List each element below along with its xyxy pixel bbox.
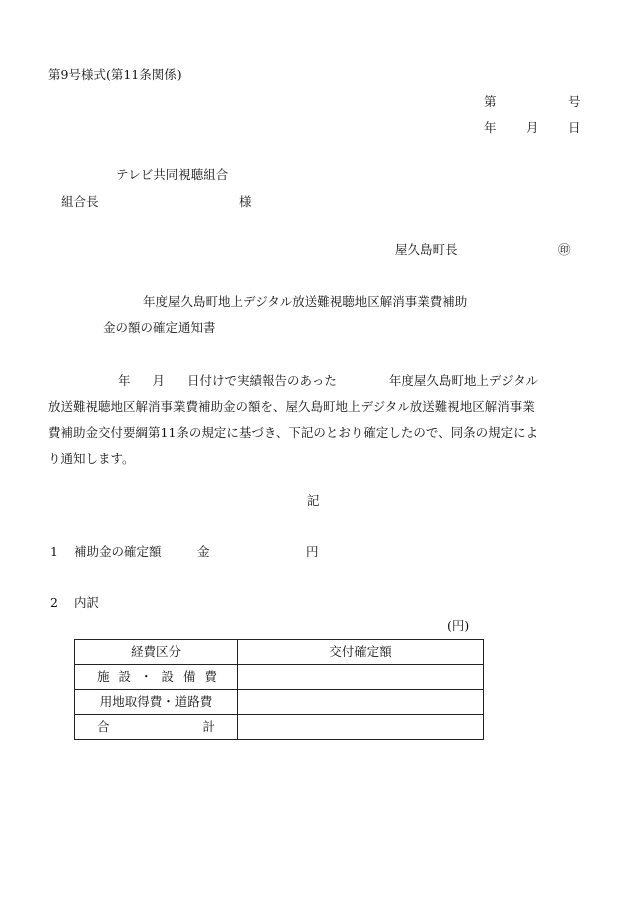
header-amount: 交付確定額 [238, 640, 484, 665]
amount-cell[interactable] [238, 665, 484, 690]
category-char: 計 [202, 718, 215, 734]
amount-cell[interactable] [238, 715, 484, 740]
body-year: 年 [118, 373, 131, 388]
body-month: 月 [152, 373, 166, 388]
category-char: 設 [118, 668, 131, 684]
body-line-4: り通知します。 [48, 451, 135, 466]
body-paragraph [48, 368, 582, 472]
doc-title-line2: 金の額の確定通知書 [103, 320, 216, 335]
date-year: 年 [484, 120, 497, 135]
item1-yen: 円 [306, 544, 319, 559]
sender-name: 屋久島町長 [395, 242, 458, 257]
breakdown-table [74, 639, 484, 740]
category-facilities [75, 665, 238, 690]
seal-mark: ㊞ [558, 242, 571, 257]
table-header-row [75, 640, 484, 665]
item2-label: 内訳 [74, 595, 100, 610]
recipient-title: 組合長 [61, 194, 99, 209]
category-char: 合 [97, 718, 110, 734]
header-category: 経費区分 [75, 640, 238, 665]
date-day: 日 [568, 120, 581, 135]
body-line-2: 放送難視聴地区解消事業費補助金の額を、屋久島町地上デジタル放送難視地区解消事業 [48, 399, 535, 414]
date-month: 月 [526, 120, 539, 135]
doc-title-line1: 年度屋久島町地上デジタル放送難視聴地区解消事業費補助 [143, 294, 468, 309]
body-mid: 日付けで実績報告のあった [187, 373, 337, 388]
category-total [75, 715, 238, 740]
doc-number-suffix: 号 [568, 94, 581, 109]
category-char: ・ [139, 668, 153, 684]
table-unit: (円) [447, 618, 470, 633]
doc-number-prefix: 第 [484, 94, 497, 109]
body-end: 年度屋久島町地上デジタル [388, 373, 539, 388]
form-id: 第9号様式(第11条関係) [48, 67, 182, 82]
recipient-org: テレビ共同視聴組合 [116, 167, 229, 182]
table-row [75, 665, 484, 690]
ki-marker: 記 [307, 493, 320, 508]
item1-kin: 金 [197, 544, 210, 559]
item1-number: 1 [50, 544, 58, 559]
category-char: 費 [204, 668, 217, 684]
category-char: 施 [97, 668, 110, 684]
item2-number: 2 [50, 595, 58, 610]
category-label: 用地取得費・道路費 [99, 693, 213, 709]
table-row [75, 690, 484, 715]
recipient-honorific: 様 [239, 194, 252, 209]
category-char: 設 [161, 668, 174, 684]
category-land-road [75, 690, 238, 715]
table-row [75, 715, 484, 740]
body-line-3: 費補助金交付要綱第11条の規定に基づき、下記のとおり確定したので、同条の規定によ [48, 425, 539, 440]
body-line-1 [48, 368, 582, 394]
item1-label: 補助金の確定額 [74, 544, 162, 559]
amount-cell[interactable] [238, 690, 484, 715]
category-char: 備 [182, 668, 196, 684]
